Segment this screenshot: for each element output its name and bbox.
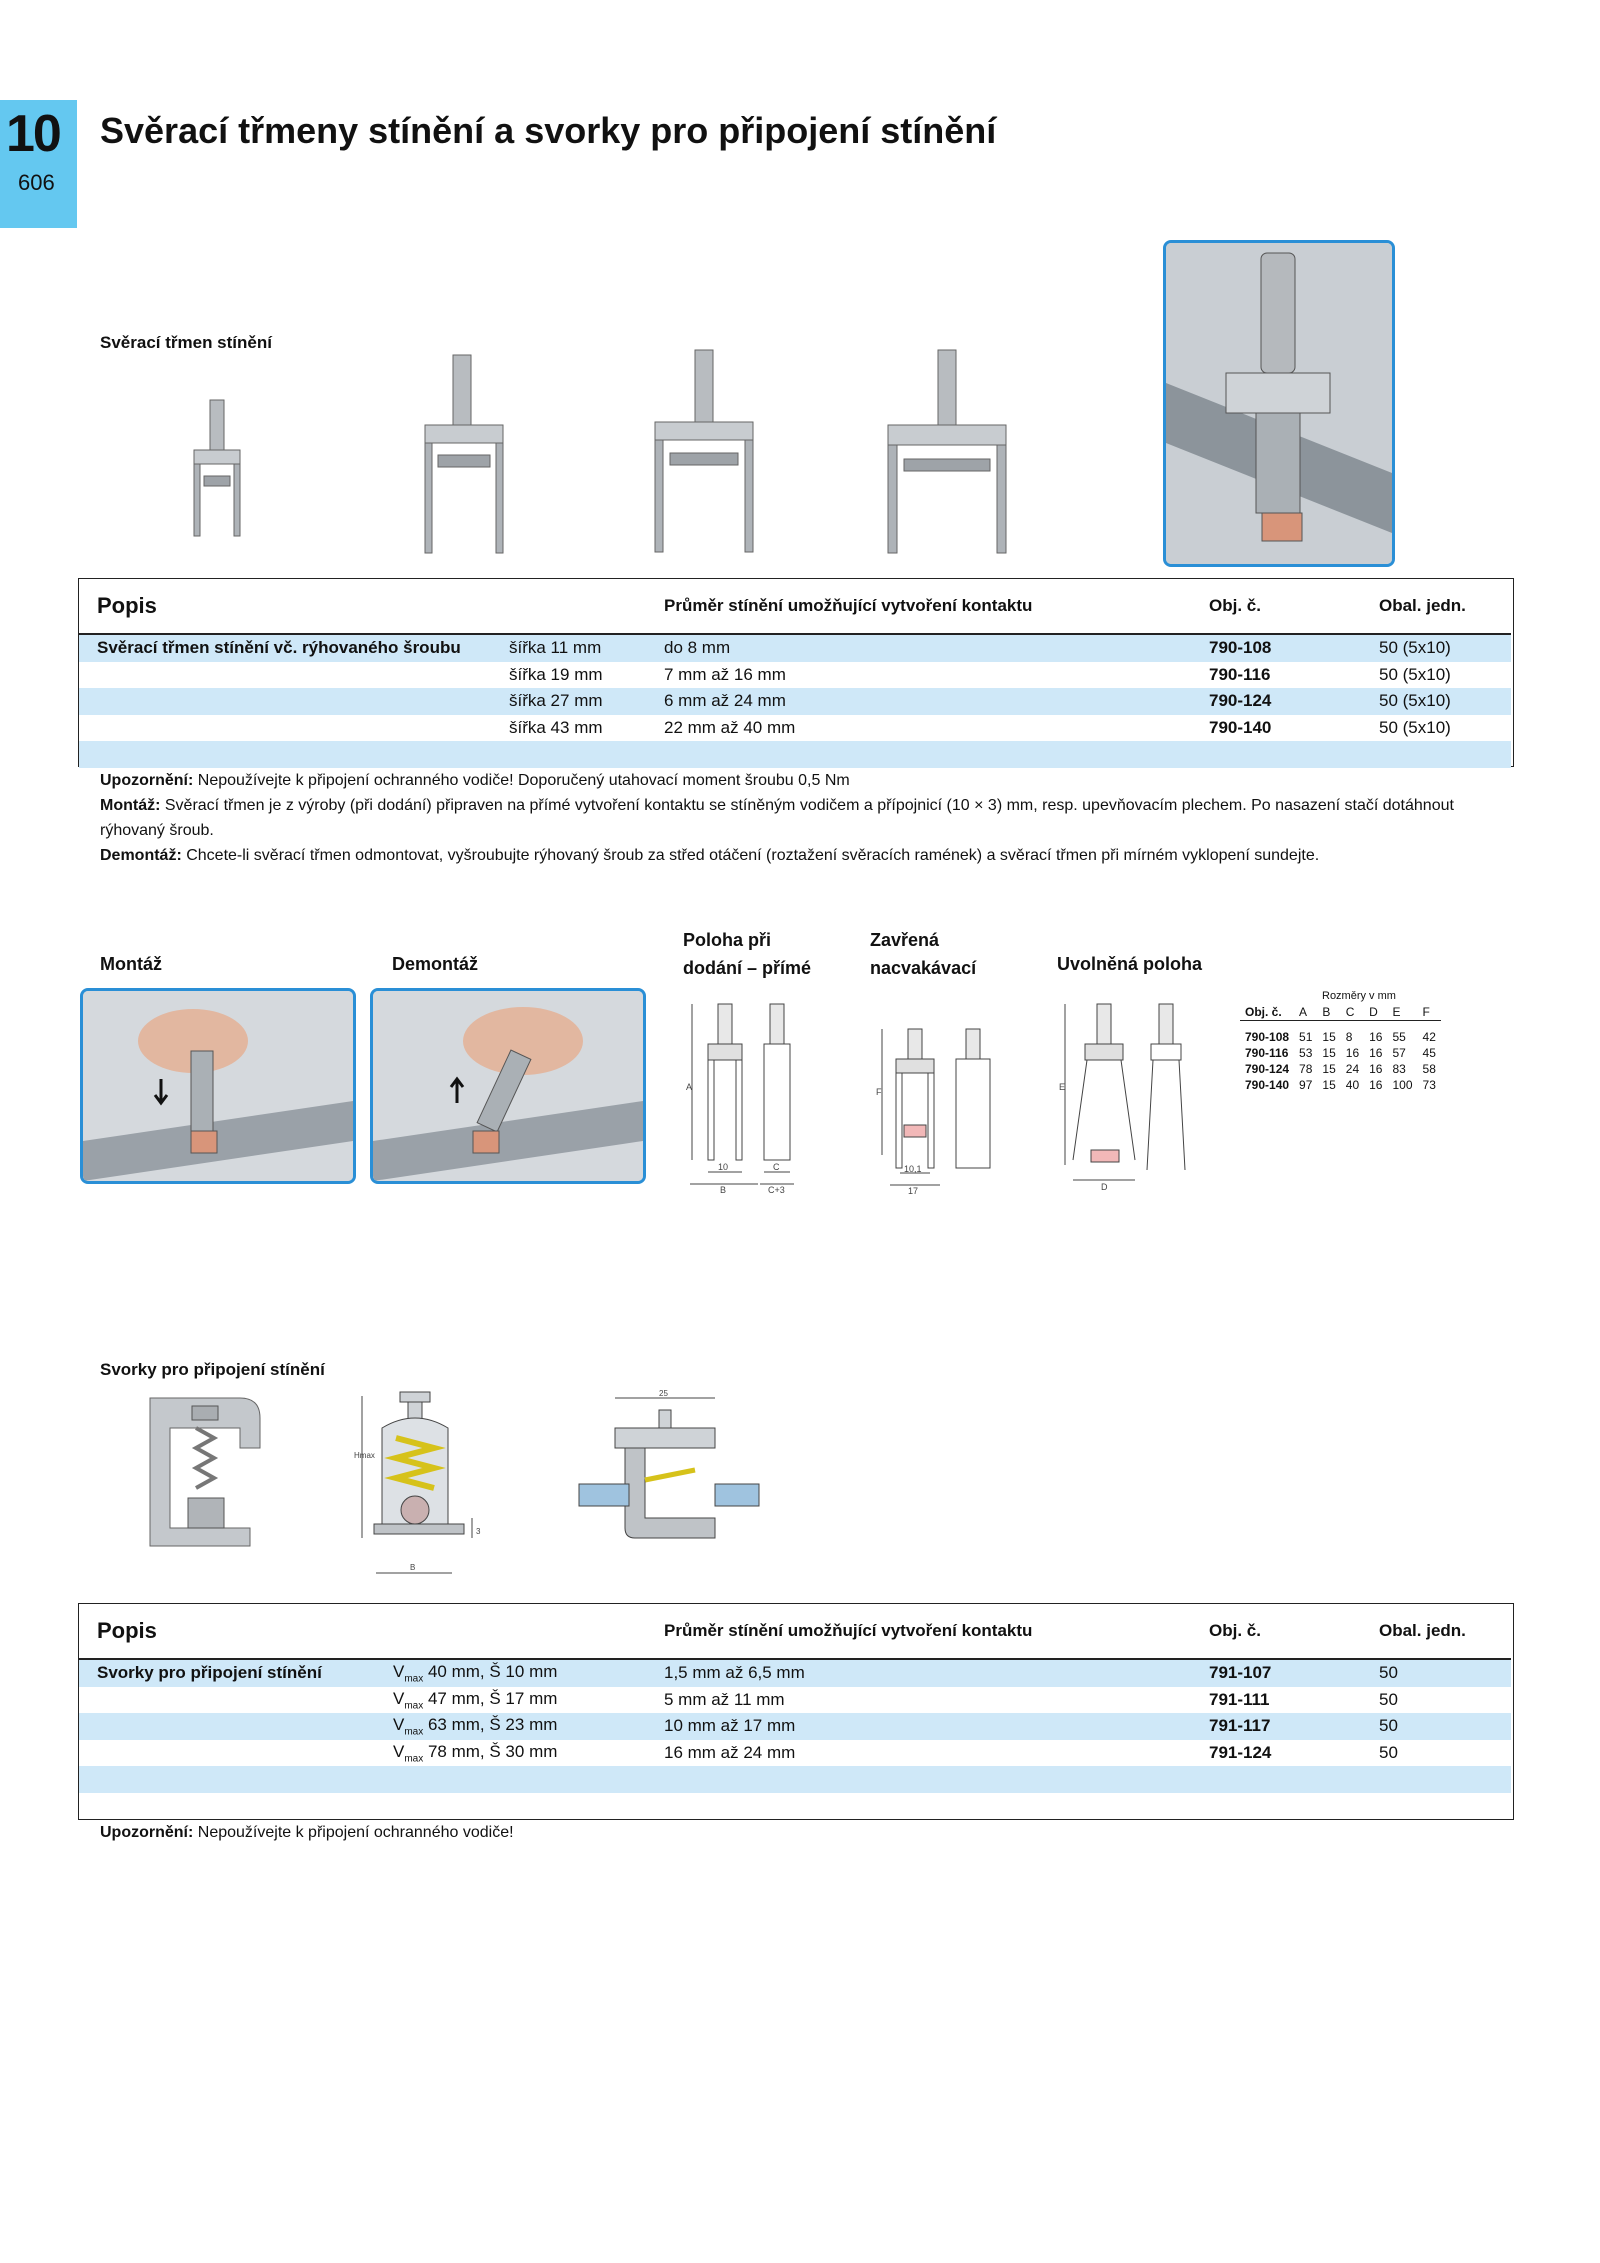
cell-diameter: 1,5 mm až 6,5 mm (646, 1659, 1191, 1687)
caption-mount: Montáž (100, 954, 162, 974)
spec-table-terminal (78, 1603, 1514, 1820)
cell-pack: 50 (5x10) (1361, 634, 1511, 662)
drawing-delivery-position (680, 1000, 810, 1195)
cell-pack: 50 (5x10) (1361, 688, 1511, 715)
caption-demount: Demontáž (392, 954, 479, 974)
table-row (79, 662, 1511, 689)
cell-order: 791-111 (1209, 1689, 1270, 1709)
demount-photo (370, 988, 646, 1184)
terminal-drawing-front (352, 1388, 502, 1583)
spec-table-clamp (78, 578, 1514, 767)
header-order-number: Obj. č. (1191, 1604, 1361, 1659)
cell-diameter: 10 mm až 17 mm (646, 1713, 1191, 1740)
dim-label-c3: C+3 (768, 1185, 785, 1195)
cell-width: šířka 19 mm (509, 664, 603, 684)
cell-diameter: 22 mm až 40 mm (664, 717, 796, 737)
dims-header: B (1322, 1005, 1331, 1019)
cell-size: $V_{max}$ 78 mm, Š 30 mm (393, 1741, 558, 1764)
cell-order: 791-107 (1191, 1659, 1361, 1687)
section-label-terminal: Svorky pro připojení stínění (100, 1360, 325, 1379)
cell-diameter: 6 mm až 24 mm (646, 688, 1191, 715)
table-row (79, 1687, 1511, 1714)
demount-text: Chcete-li svěrací třmen odmontovat, vyšroubujte rýhovaný šroub za střed otáčení (roztažení svěracích ramének) a svěrací třmen při mírném vyklopení sundejte. (181, 847, 1320, 864)
table-row (79, 715, 1511, 742)
cell-pack: 50 (5x10) (1379, 717, 1451, 737)
dim-label-f: F (876, 1087, 882, 1097)
cell-width: šířka 27 mm (491, 688, 646, 715)
dims-header: Obj. č. (1245, 1005, 1282, 1019)
cell-size: $V_{max}$ 63 mm, Š 23 mm (375, 1713, 646, 1740)
cell-pack: 50 (1361, 1713, 1511, 1740)
header-order-number: Obj. č. (1191, 579, 1361, 634)
table-row (79, 1659, 1511, 1687)
dims-row: 790-116 53 15 16 16 57 45 (1245, 1046, 1436, 1060)
dim-label-d: D (1101, 1182, 1108, 1192)
cell-width: šířka 43 mm (509, 717, 603, 737)
dims-header: E (1392, 1005, 1401, 1019)
table-row (79, 1740, 1511, 1767)
cell-diameter: 7 mm až 16 mm (664, 664, 786, 684)
header-pack-unit: Obal. jedn. (1361, 1604, 1511, 1659)
table-row (79, 634, 1511, 662)
cell-order: 790-108 (1191, 634, 1361, 662)
clamp-photo-installed (1163, 240, 1395, 567)
cell-order: 790-140 (1209, 717, 1272, 737)
clamp-image-xlarge (870, 345, 1020, 560)
terminal-photo (130, 1388, 270, 1553)
cell-pack: 50 (1361, 1659, 1511, 1687)
dims-row: 790-124 78 15 24 16 83 58 (1245, 1062, 1436, 1076)
clamp-image-large (640, 345, 770, 560)
cell-size: $V_{max}$ 47 mm, Š 17 mm (393, 1688, 558, 1711)
header-description: Popis (79, 579, 646, 634)
cell-diameter: 16 mm až 24 mm (664, 1742, 796, 1762)
terminal-drawing-side (575, 1388, 765, 1558)
cell-diameter: do 8 mm (646, 634, 1191, 662)
notes-terminal (100, 1820, 1500, 1845)
cell-order: 791-117 (1191, 1713, 1361, 1740)
product-name: Svorky pro připojení stínění (79, 1659, 375, 1687)
cell-diameter: 5 mm až 11 mm (664, 1689, 785, 1709)
page-title: Svěrací třmeny stínění a svorky pro připojení stínění (100, 110, 997, 151)
dims-header: C (1345, 1005, 1355, 1019)
notes-clamp (100, 768, 1500, 868)
dim-label-25: 25 (659, 1389, 668, 1398)
cell-order: 790-116 (1209, 664, 1271, 684)
table-row (79, 688, 1511, 715)
dim-label-17: 17 (908, 1186, 919, 1195)
cell-order: 790-124 (1191, 688, 1361, 715)
header-diameter: Průměr stínění umožňující vytvoření kontaktu (646, 579, 1191, 634)
caption-closed: Zavřená nacvakávací (870, 930, 977, 978)
warning-label: Upozornění: (100, 1824, 194, 1841)
header-diameter: Průměr stínění umožňující vytvoření kontaktu (646, 1604, 1191, 1659)
cell-pack: 50 (5x10) (1379, 664, 1451, 684)
table-row (79, 1713, 1511, 1740)
warning-text: Nepoužívejte k připojení ochranného vodiče! Doporučený utahovací moment šroubu 0,5 Nm (193, 772, 850, 789)
drawing-released-position (1057, 1000, 1207, 1195)
clamp-image-small (180, 390, 270, 555)
dims-table (1240, 1004, 1441, 1093)
dims-row: 790-140 97 15 40 16 100 73 (1245, 1078, 1436, 1092)
mount-text: Svěrací třmen je z výroby (při dodání) připraven na přímé vytvoření kontaktu se stíněným vodičem a přípojnicí (10 × 3) mm, resp. upevňovacím plechem. Po nasazení stačí dotáhnout rýhovaný šroub. (100, 797, 1454, 839)
dim-label-3: 3 (476, 1527, 481, 1536)
cell-size: $V_{max}$ 40 mm, Š 10 mm (375, 1659, 646, 1687)
caption-delivery: Poloha při dodání – přímé (683, 930, 812, 978)
header-description: Popis (79, 1604, 646, 1659)
dim-label-a: A (686, 1082, 693, 1092)
dim-label-b: B (720, 1185, 727, 1195)
dim-label-c: C (773, 1162, 780, 1172)
caption-released: Uvolněná poloha (1057, 954, 1203, 974)
cell-order: 791-124 (1209, 1742, 1272, 1762)
dims-header: A (1299, 1005, 1308, 1019)
dim-label-e: E (1059, 1082, 1066, 1092)
demount-label: Demontáž: (100, 847, 182, 864)
dims-header: F (1422, 1005, 1430, 1019)
cell-pack: 50 (1379, 1742, 1398, 1762)
section-label-clamp: Svěrací třmen stínění (100, 333, 272, 352)
clamp-image-medium (410, 350, 520, 560)
dim-label-10-1: 10,1 (904, 1164, 922, 1174)
mount-photo (80, 988, 356, 1184)
drawing-closed-position (870, 1025, 1000, 1195)
warning-text: Nepoužívejte k připojení ochranného vodiče! (193, 1824, 514, 1841)
dims-header: D (1369, 1005, 1378, 1019)
dim-label-hmax: Hmax (354, 1451, 375, 1460)
page-number: 606 (18, 170, 55, 195)
header-pack-unit: Obal. jedn. (1361, 579, 1511, 634)
dims-row: 790-108 51 15 8 16 55 42 (1245, 1030, 1436, 1044)
dim-label-b2: B (410, 1563, 416, 1572)
dims-title: Rozměry v mm (1322, 990, 1396, 1002)
dim-label-10: 10 (718, 1162, 729, 1172)
chapter-number: 10 (6, 105, 60, 163)
product-name: Svěrací třmen stínění vč. rýhovaného šroubu (79, 634, 491, 662)
cell-width: šířka 11 mm (491, 634, 646, 662)
mount-label: Montáž: (100, 797, 161, 814)
warning-label: Upozornění: (100, 772, 194, 789)
cell-pack: 50 (1379, 1689, 1398, 1709)
